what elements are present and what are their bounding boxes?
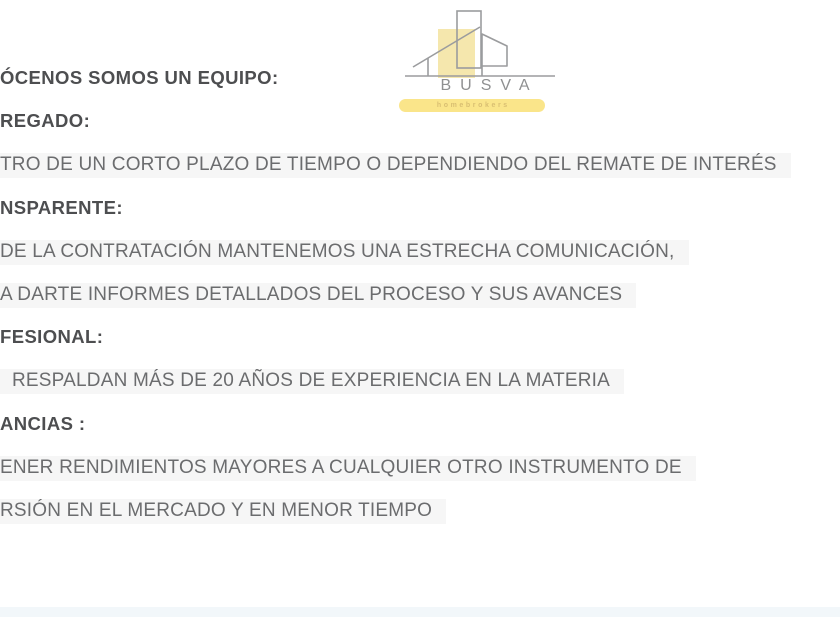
text-line: A DARTE INFORMES DETALLADOS DEL PROCESO Y SUS AVANCES (0, 283, 636, 308)
text-line: ANCIAS : (0, 413, 86, 434)
footer-divider (0, 607, 840, 617)
text-line: ÓCENOS SOMOS UN EQUIPO: (0, 67, 279, 88)
text-line: ENER RENDIMIENTOS MAYORES A CUALQUIER OTRO INSTRUMENTO DE (0, 456, 696, 481)
text-line: NSPARENTE: (0, 197, 123, 218)
text-line: TRO DE UN CORTO PLAZO DE TIEMPO O DEPENDIENDO DEL REMATE DE INTERÉS (0, 153, 791, 178)
content-lines (0, 67, 840, 607)
text-line: REGADO: (0, 110, 91, 131)
text-line: RSIÓN EN EL MERCADO Y EN MENOR TIEMPO (0, 499, 446, 524)
text-line: FESIONAL: (0, 326, 104, 347)
logo-wordmark: BUSVA (440, 77, 539, 94)
logo-tagline: homebrokers (436, 102, 510, 109)
text-line: DE LA CONTRATACIÓN MANTENEMOS UNA ESTRECHA COMUNICACIÓN, (0, 240, 689, 265)
text-line: RESPALDAN MÁS DE 20 AÑOS DE EXPERIENCIA EN LA MATERIA (0, 369, 624, 394)
